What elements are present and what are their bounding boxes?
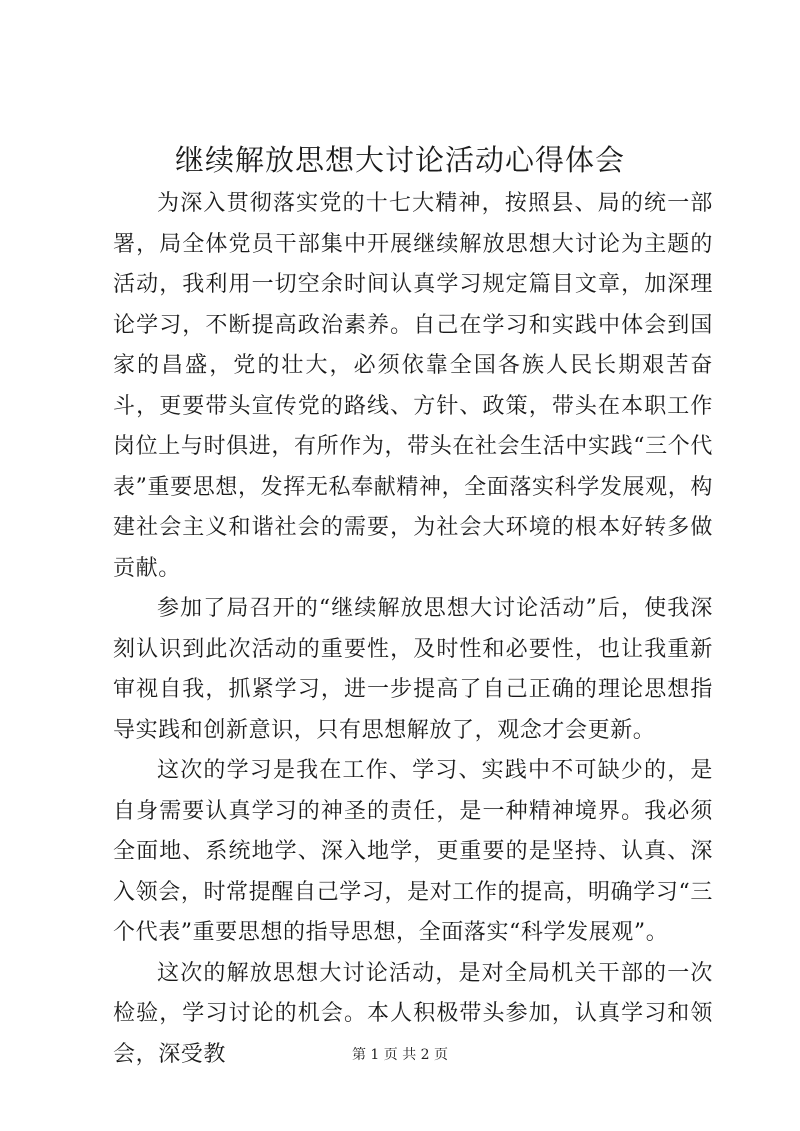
paragraph-2: 参加了局召开的“继续解放思想大讨论活动”后，使我深刻认识到此次活动的重要性，及时性和必要性，也让我重新审视自我，抓紧学习，进一步提高了自己正确的理论思想指导实践和创新意识，只有思想解放了，观念才会更新。 — [113, 596, 713, 743]
page-number: 第 1 页 共 2 页 — [351, 1047, 449, 1063]
paragraph-3: 这次的学习是我在工作、学习、实践中不可缺少的，是自身需要认真学习的神圣的责任，是一种精神境界。我必须全面地、系统地学、深入地学，更重要的是坚持、认真、深入领会，时常提醒自己学习，是对工作的提高，明确学习“三个代表”重要思想的指导思想，全面落实“科学发展观”。 — [113, 758, 713, 945]
document-title: 继续解放思想大讨论活动心得体会 — [174, 143, 625, 177]
paragraph-4: 这次的解放思想大讨论活动，是对全局机关干部的一次检验，学习讨论的机会。本人积极带头参加，认真学习和领会，深受教 — [113, 960, 713, 1067]
document-body — [113, 184, 713, 1075]
page-footer — [0, 1045, 800, 1065]
paragraph-1: 为深入贯彻落实党的十七大精神，按照县、局的统一部署，局全体党员干部集中开展继续解放思想大讨论为主题的活动，我利用一切空余时间认真学习规定篇目文章，加深理论学习，不断提高政治素养。自己在学习和实践中体会到国家的昌盛，党的壮大，必须依靠全国各族人民长期艰苦奋斗，更要带头宣传党的路线、方针、政策，带头在本职工作岗位上与时俱进，有所作为，带头在社会生活中实践“三个代表”重要思想，发挥无私奉献精神，全面落实科学发展观，构建社会主义和谐社会的需要，为社会大环境的根本好转多做贡献。 — [113, 191, 713, 581]
